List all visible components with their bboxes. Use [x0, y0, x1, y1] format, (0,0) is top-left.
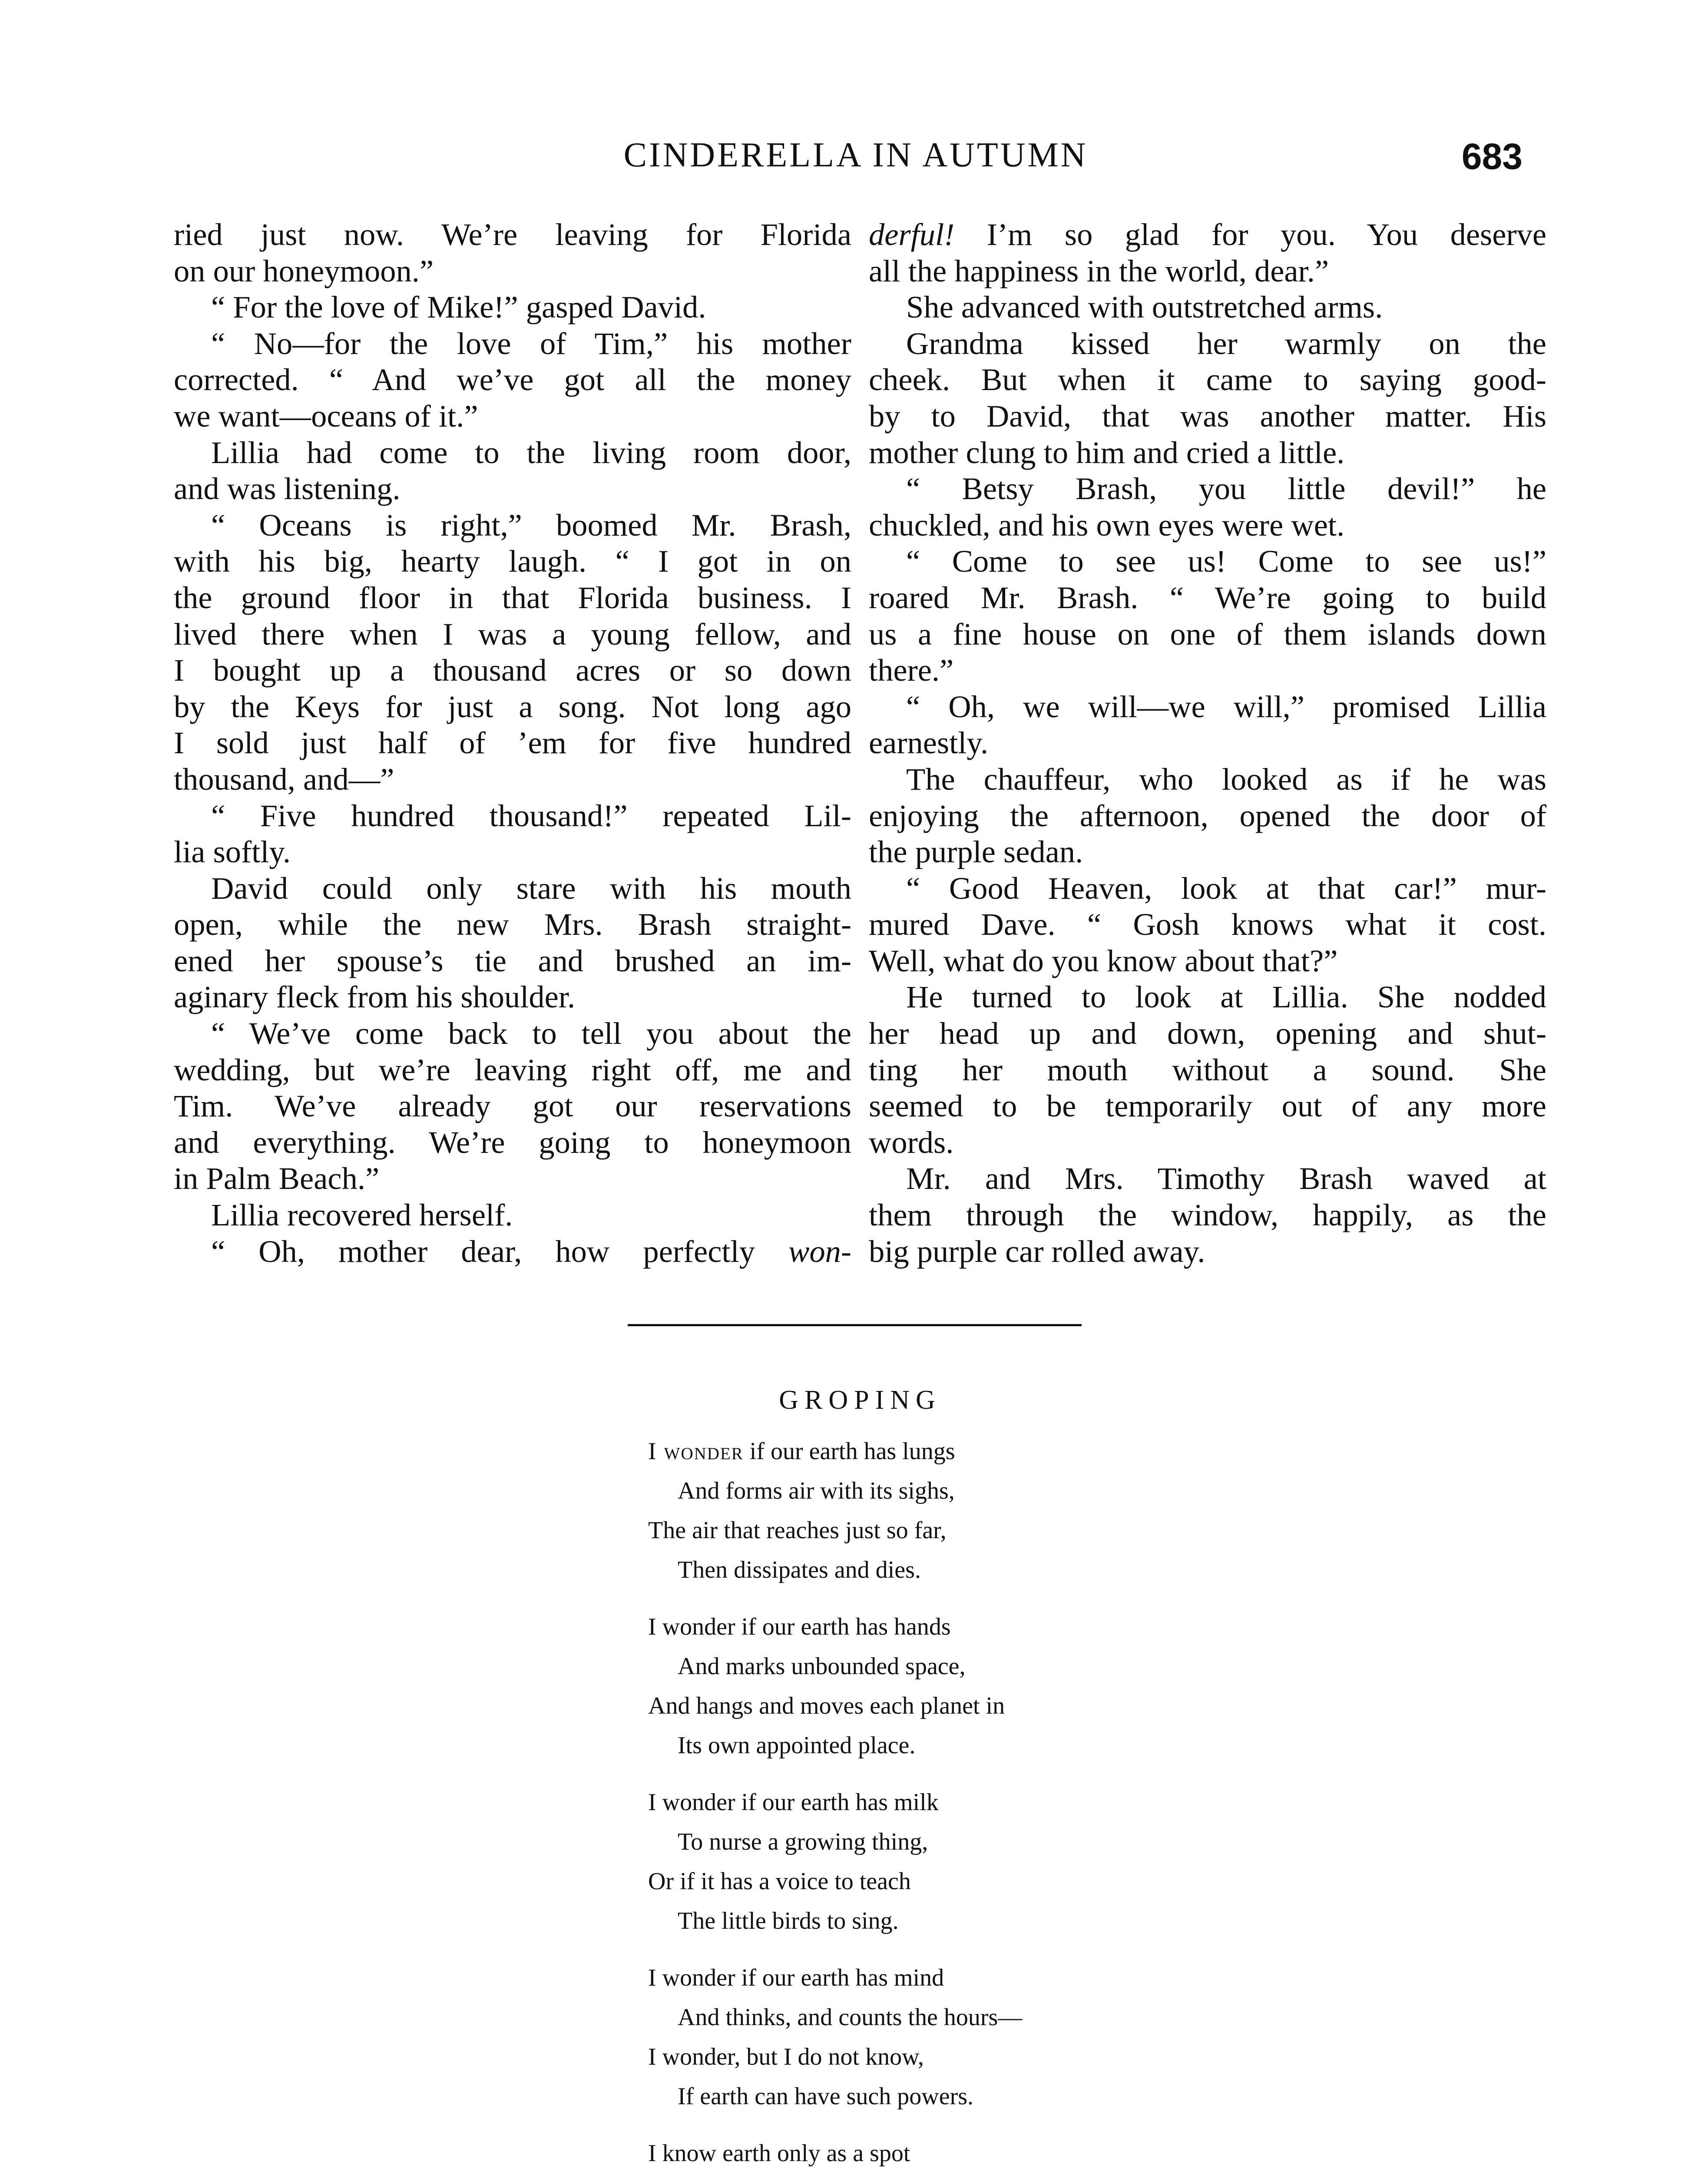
text-line: David could only stare with his mouth — [211, 870, 851, 906]
text-line: earnestly. — [869, 725, 989, 761]
text-line: Grandma kissed her warmly on the — [906, 325, 1546, 361]
text-line: “ Five hundred thousand!” repeated Lil- — [211, 798, 851, 833]
text-line: chuckled, and his own eyes were wet. — [869, 507, 1345, 543]
poem-stanza — [648, 1432, 1169, 1590]
text-line: and was listening. — [174, 471, 401, 507]
text-line: Lillia had come to the living room door, — [211, 434, 851, 470]
text-line: them through the window, happily, as the — [869, 1197, 1546, 1233]
italic-fragment: won- — [788, 1233, 851, 1269]
text-line: “ Oceans is right,” boomed Mr. Brash, — [211, 507, 851, 543]
poem-line: I wonder if our earth has mind — [648, 1964, 944, 1991]
poem-line: I know earth only as a spot — [648, 2140, 910, 2167]
text-fragment: “ Oh, mother dear, how perfectly — [211, 1233, 755, 1269]
poem-body — [648, 1432, 1169, 2172]
text-line: cheek. But when it came to saying good- — [869, 362, 1546, 397]
text-line: “ For the love of Mike!” gasped David. — [211, 289, 706, 325]
text-line: corrected. “ And we’ve got all the money — [174, 362, 851, 397]
text-line: in Palm Beach.” — [174, 1161, 380, 1196]
text-line: aginary fleck from his shoulder. — [174, 979, 576, 1015]
poem-line: If earth can have such powers. — [678, 2083, 974, 2110]
text-line: words. — [869, 1124, 954, 1160]
poem-line — [648, 1432, 1169, 1471]
poem-line: And forms air with its sighs, — [678, 1477, 955, 1504]
running-title: CINDERELLA IN AUTUMN — [623, 136, 1088, 174]
text-line: mured Dave. “ Gosh knows what it cost. — [869, 907, 1546, 942]
text-line: He turned to look at Lillia. She nodded — [906, 979, 1546, 1015]
text-line: The chauffeur, who looked as if he was — [906, 761, 1546, 797]
poem-line: To nurse a growing thing, — [678, 1828, 928, 1855]
poem-title: GROPING — [779, 1385, 941, 1415]
text-line: lia softly. — [174, 834, 291, 870]
text-line: the purple sedan. — [869, 834, 1083, 870]
poem-line: I wonder if our earth has milk — [648, 1789, 939, 1816]
text-line: Tim. We’ve already got our reservations — [174, 1088, 851, 1124]
text-line — [174, 1233, 851, 1270]
text-line: us a fine house on one of them islands down — [869, 616, 1546, 652]
text-line: Mr. and Mrs. Timothy Brash waved at — [906, 1161, 1546, 1196]
text-line: by the Keys for just a song. Not long ago — [174, 689, 851, 724]
poem-line: I wonder if our earth has hands — [648, 1613, 951, 1640]
poem-first-word: I wonder — [648, 1438, 744, 1465]
text-line: “ Oh, we will—we will,” promised Lillia — [906, 689, 1546, 724]
text-line: “ We’ve come back to tell you about the — [211, 1016, 851, 1051]
text-fragment: if our earth has lungs — [743, 1438, 955, 1465]
text-line: ried just now. We’re leaving for Florida — [174, 217, 851, 252]
text-line: “ Betsy Brash, you little devil!” he — [906, 471, 1546, 507]
text-line: enjoying the afternoon, opened the door of — [869, 798, 1546, 833]
text-line: open, while the new Mrs. Brash straight- — [174, 907, 851, 942]
right-column — [869, 216, 1546, 1269]
poem-stanza — [648, 1783, 1169, 1941]
text-line: big purple car rolled away. — [869, 1233, 1205, 1269]
text-line: all the happiness in the world, dear.” — [869, 253, 1329, 288]
poem-stanza — [648, 1958, 1169, 2116]
poem-line: I wonder, but I do not know, — [648, 2043, 924, 2070]
poem-line: Its own appointed place. — [678, 1732, 916, 1759]
text-line: on our honeymoon.” — [174, 253, 434, 288]
text-line: and everything. We’re going to honeymoon — [174, 1124, 851, 1160]
italic-fragment: derful! — [869, 217, 955, 252]
poem-line: The air that reaches just so far, — [648, 1517, 947, 1544]
text-line: “ No—for the love of Tim,” his mother — [211, 325, 851, 361]
text-line: Lillia recovered herself. — [211, 1197, 513, 1233]
poem-line: Or if it has a voice to teach — [648, 1868, 911, 1895]
text-line: I sold just half of ’em for five hundred — [174, 725, 851, 761]
text-line: “ Come to see us! Come to see us!” — [906, 543, 1546, 579]
text-line: we want—oceans of it.” — [174, 398, 478, 434]
text-line: her head up and down, opening and shut- — [869, 1016, 1546, 1051]
text-line: with his big, hearty laugh. “ I got in on — [174, 543, 851, 579]
text-line: the ground floor in that Florida business. I — [174, 579, 851, 615]
poem-line: And thinks, and counts the hours— — [678, 2004, 1023, 2031]
page-number: 683 — [1461, 136, 1523, 177]
text-line — [869, 216, 1546, 253]
text-line: ting her mouth without a sound. She — [869, 1052, 1546, 1087]
text-line: roared Mr. Brash. “ We’re going to build — [869, 579, 1546, 615]
text-line: by to David, that was another matter. His — [869, 398, 1546, 434]
poem-line: And marks unbounded space, — [678, 1653, 966, 1680]
text-line: there.” — [869, 652, 954, 688]
text-line: ened her spouse’s tie and brushed an im- — [174, 943, 851, 978]
poem-stanza — [648, 2134, 1169, 2172]
text-line: “ Good Heaven, look at that car!” mur- — [906, 870, 1546, 906]
text-line: mother clung to him and cried a little. — [869, 434, 1345, 470]
text-line: I bought up a thousand acres or so down — [174, 652, 851, 688]
text-fragment: I’m so glad for you. You deserve — [954, 217, 1546, 252]
left-column — [174, 216, 851, 1269]
poem-line: Then dissipates and dies. — [678, 1556, 921, 1583]
text-line: lived there when I was a young fellow, and — [174, 616, 851, 652]
text-line: Well, what do you know about that?” — [869, 943, 1338, 978]
poem-line: The little birds to sing. — [678, 1907, 899, 1934]
text-line: She advanced with outstretched arms. — [906, 289, 1383, 325]
section-divider — [628, 1324, 1082, 1326]
text-line: wedding, but we’re leaving right off, me and — [174, 1052, 851, 1087]
text-line: seemed to be temporarily out of any more — [869, 1088, 1546, 1124]
poem-line: And hangs and moves each planet in — [648, 1692, 1005, 1719]
poem-stanza — [648, 1607, 1169, 1765]
text-line: thousand, and—” — [174, 761, 394, 797]
